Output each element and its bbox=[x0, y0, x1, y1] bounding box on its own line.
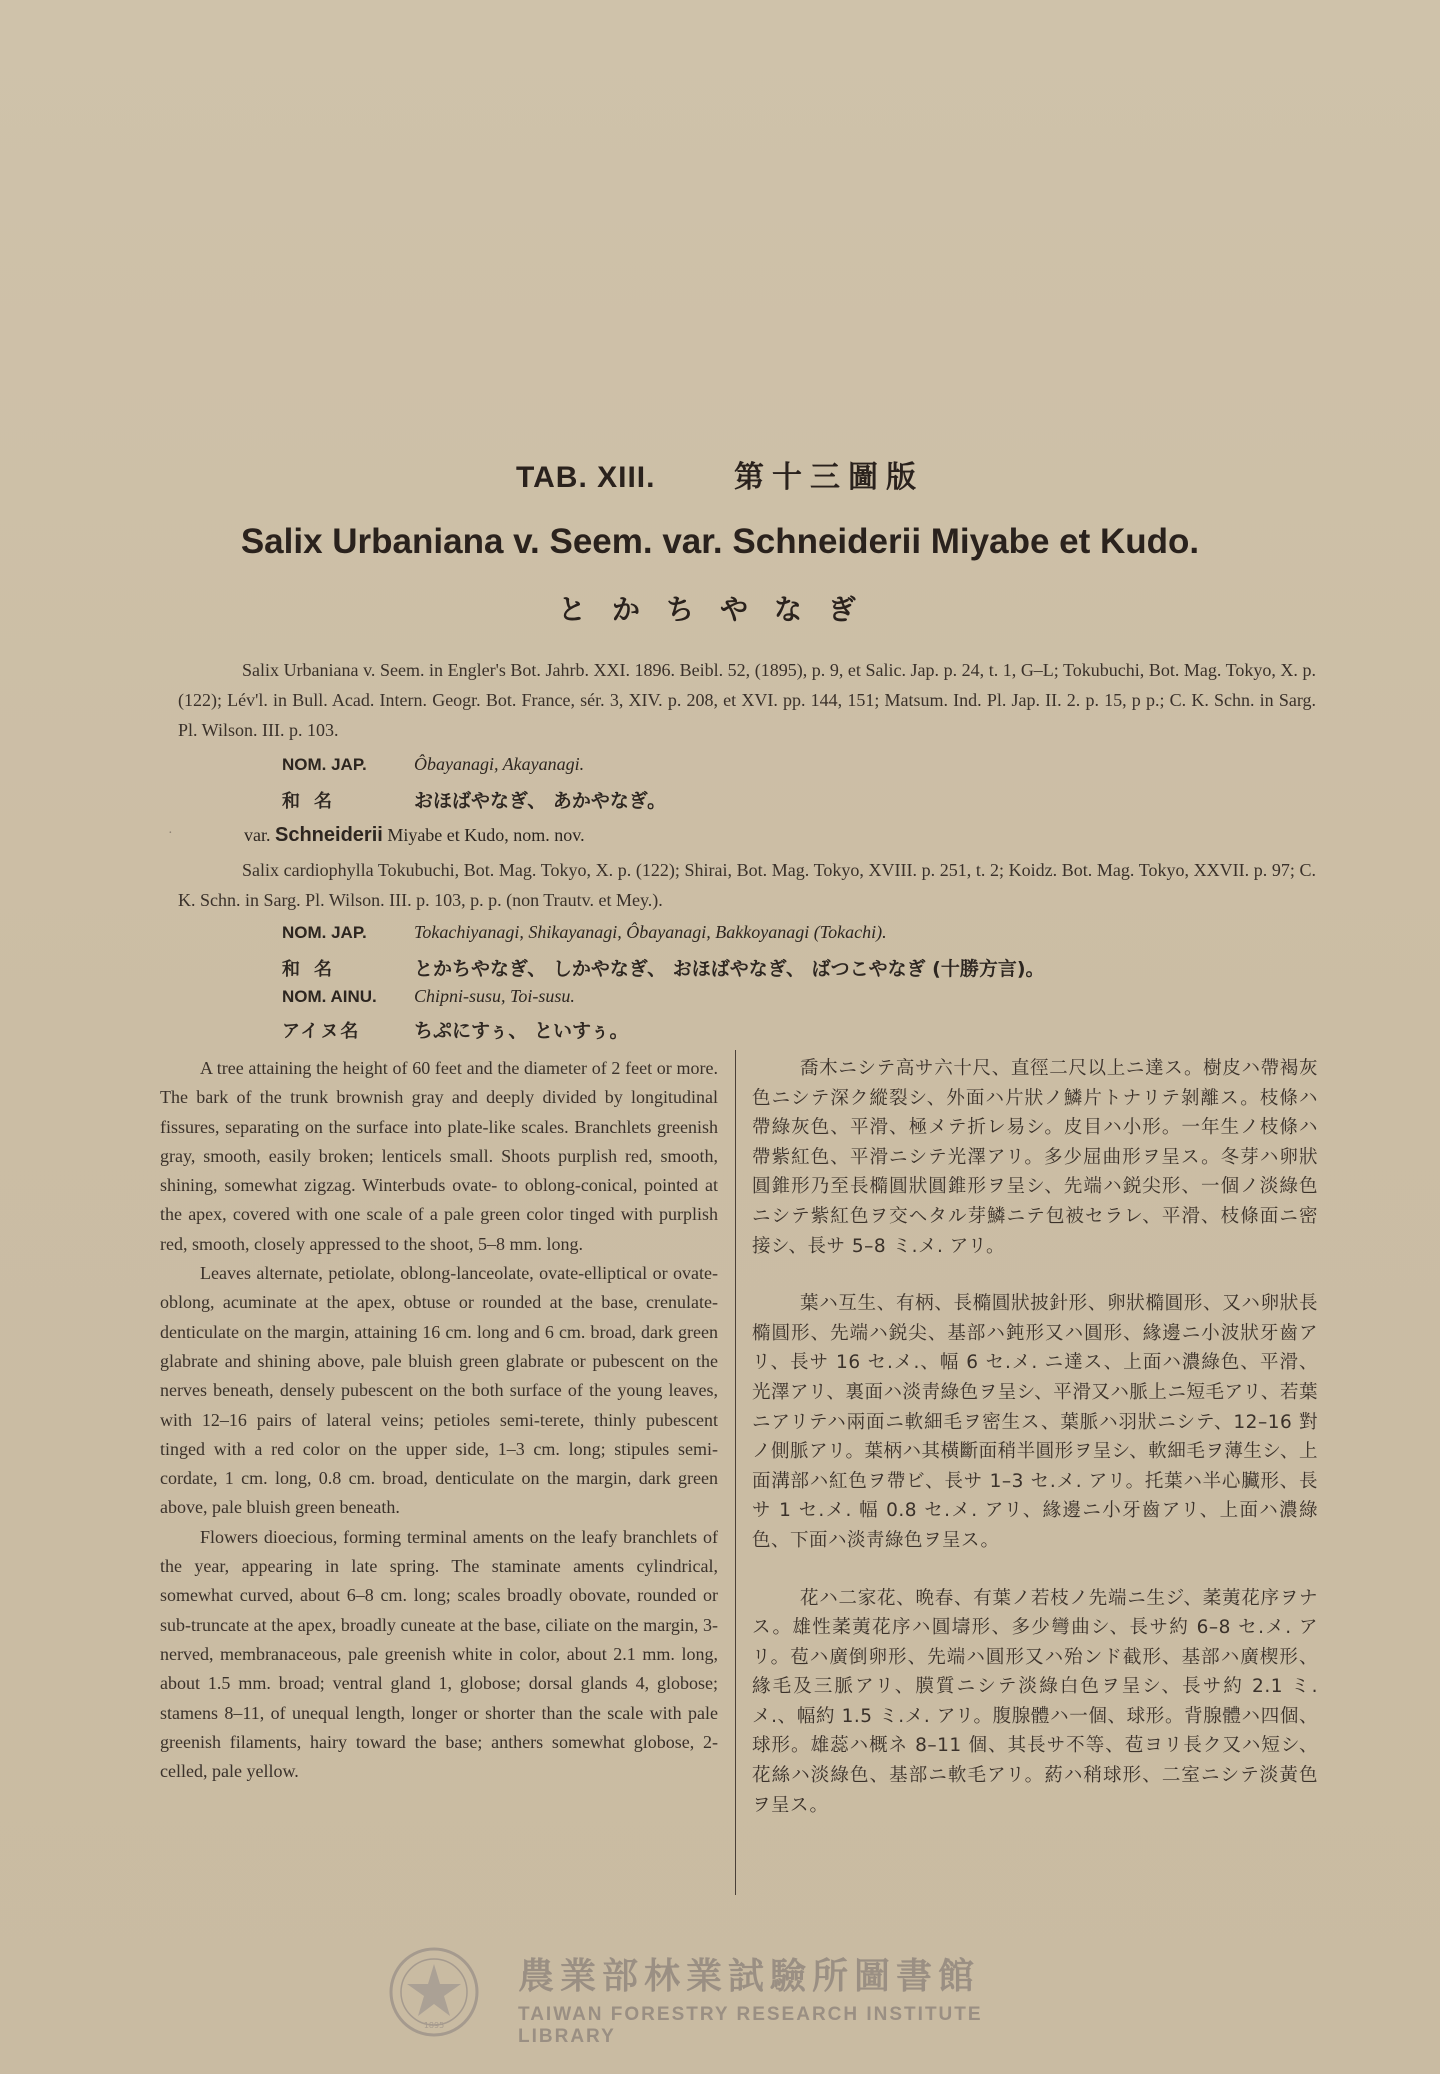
english-paragraph: Flowers dioecious, forming terminal aments on the leafy branchlets of the year, appearing in late spring. The staminate aments cylindrical, somewhat curved, about 6–8 cm. long; scales broadly obovate, rounded or sub-truncate at the apex, broadly cuneate at the base, ciliate on the margin, 3-nerved, membranaceous, pale greenish white in color, about 2.1 mm. long, about 1.5 mm. broad; ventral gland 1, globose; dorsal glands 4, globose; stamens 8–11, of unequal length, longer or shorter than the scale with pale greenish filaments, hairy toward the base; anthers somewhat globose, 2-celled, pale yellow. bbox=[160, 1526, 718, 1782]
english-description bbox=[160, 1054, 718, 1786]
nom-ainu-row bbox=[282, 986, 575, 1007]
library-seal-icon bbox=[388, 1946, 480, 2038]
var-authority: Miyabe et Kudo, nom. nov. bbox=[387, 825, 585, 845]
nom-jap-row-2 bbox=[282, 922, 887, 943]
column-divider bbox=[735, 1050, 736, 1895]
species-title: Salix Urbaniana v. Seem. var. Schneiderii Miyabe et Kudo. bbox=[240, 522, 1200, 561]
nom-jap-label: NOM. JAP. bbox=[282, 923, 367, 942]
japanese-description bbox=[752, 1054, 1318, 1848]
reference-block-1: Salix Urbaniana v. Seem. in Engler's Bot. Jahrb. XXI. 1896. Beibl. 52, (1895), p. 9, et Salic. Jap. p. 24, t. 1, G–L; Tokubuchi, Bot. Mag. Tokyo, X. p. (122); Lév'l. in Bull. Acad. Intern. Geogr. Bot. France, sér. 3, XIV. p. 208, et XVI. pp. 144, 151; Matsum. Ind. Pl. Jap. II. 2. p. 15, p p.; C. K. Schn. in Sarg. Pl. Wilson. III. p. 103. bbox=[178, 660, 1316, 740]
library-name-en: TAIWAN FORESTRY RESEARCH INSTITUTE LIBRARY bbox=[518, 2004, 983, 2047]
nom-ainu-label: NOM. AINU. bbox=[282, 987, 377, 1006]
wamei-row-2 bbox=[282, 954, 1045, 981]
wamei-label: 和名 bbox=[282, 791, 346, 812]
wamei-row-1 bbox=[282, 786, 666, 813]
plate-header bbox=[0, 452, 1440, 496]
nom-jap-label: NOM. JAP. bbox=[282, 755, 367, 774]
wamei-value: おほばやなぎ、 あかやなぎ。 bbox=[414, 790, 667, 812]
tab-number: TAB. XIII. bbox=[516, 461, 656, 494]
var-name: Schneiderii bbox=[275, 824, 383, 846]
japanese-paragraph: 葉ハ互生、有柄、長橢圓狀披針形、卵狀橢圓形、又ハ卵狀長橢圓形、先端ハ鋭尖、基部ハ鈍形又ハ圓形、緣邊ニ小波狀牙齒アリ、長サ 16 セ.メ.、幅 6 セ.メ. ニ達ス、上面ハ濃綠色、平滑、光澤アリ、裏面ハ淡靑綠色ヲ呈シ、平滑又ハ脈上ニ短毛アリ、若葉ニアリテハ兩面ニ軟細毛ヲ密生ス、葉脈ハ羽狀ニシテ、12–16 對ノ側脈アリ。葉柄ハ其橫斷面稍半圓形ヲ呈シ、軟細毛ヲ薄生シ、上面溝部ハ紅色ヲ帶ビ、長サ 1–3 セ.メ. アリ。托葉ハ半心臟形、長サ 1 セ.メ. 幅 0.8 セ.メ. アリ、緣邊ニ小牙齒アリ、上面ハ濃綠色、下面ハ淡靑綠色ヲ呈ス。 bbox=[752, 1293, 1318, 1551]
seal-year: 1895 bbox=[423, 2021, 445, 2030]
library-name-jp: 農業部林業試驗所圖書館 bbox=[518, 1956, 981, 1997]
reference-block-2: Salix cardiophylla Tokubuchi, Bot. Mag. Tokyo, X. p. (122); Shirai, Bot. Mag. Tokyo, XVIII. p. 251, t. 2; Koidz. Bot. Mag. Tokyo, XXVII. p. 97; C. K. Schn. in Sarg. Pl. Wilson. III. p. 103, p. p. (non Trautv. et Mey.). bbox=[178, 860, 1316, 910]
nom-jap-value: Tokachiyanagi, Shikayanagi, Ôbayanagi, Bakkoyanagi (Tokachi). bbox=[414, 922, 887, 942]
wamei-value: とかちやなぎ、 しかやなぎ、 おほばやなぎ、 ばつこやなぎ (十勝方言)。 bbox=[414, 958, 1045, 980]
kana-title: とかちやなぎ bbox=[557, 593, 882, 626]
wamei-label: 和名 bbox=[282, 959, 346, 980]
tab-number-jp: 第十三圖版 bbox=[733, 460, 924, 495]
library-watermark bbox=[388, 1946, 1068, 2047]
nom-jap-row-1 bbox=[282, 754, 584, 775]
nom-jap-value: Ôbayanagi, Akayanagi. bbox=[414, 754, 585, 774]
japanese-paragraph: 花ハ二家花、晩春、有葉ノ若枝ノ先端ニ生ジ、葇荑花序ヲナス。雄性葇荑花序ハ圓壔形、多少彎曲シ、長サ約 6–8 セ.メ. アリ。苞ハ廣倒卵形、先端ハ圓形又ハ殆ンド截形、基部ハ廣楔形、緣毛及三脈アリ、膜質ニシテ淡綠白色ヲ呈シ、長サ約 2.1 ミ.メ.、幅約 1.5 ミ.メ. アリ。腹腺體ハ一個、球形。背腺體ハ四個、球形。雄蕊ハ概ネ 8–11 個、其長サ不等、苞ヨリ長ク又ハ短シ、花絲ハ淡綠色、基部ニ軟毛アリ。葯ハ稍球形、二室ニシテ淡黃色ヲ呈ス。 bbox=[752, 1587, 1318, 1816]
english-paragraph: A tree attaining the height of 60 feet and the diameter of 2 feet or more. The bark of the trunk brownish gray and deeply divided by longitudinal fissures, separating on the surface into plate-like scales. Branchlets greenish gray, smooth, easily broken; lenticels small. Shoots purplish red, smooth, shining, somewhat zigzag. Winterbuds ovate- to oblong-conical, pointed at the apex, covered with one scale of a pale green color tinged with purplish red, smooth, closely appressed to the shoot, 5–8 mm. long. bbox=[160, 1058, 718, 1254]
japanese-paragraph: 喬木ニシテ高サ六十尺、直徑二尺以上ニ達ス。樹皮ハ帶褐灰色ニシテ深ク縱裂シ、外面ハ片狀ノ鱗片トナリテ剝離ス。枝條ハ帶綠灰色、平滑、極メテ折レ易シ。皮目ハ小形。一年生ノ枝條ハ帶紫紅色、平滑ニシテ光澤アリ。多少屈曲形ヲ呈ス。冬芽ハ卵狀圓錐形乃至長橢圓狀圓錐形ヲ呈シ、先端ハ鋭尖形、一個ノ淡綠色ニシテ紫紅色ヲ交ヘタル芽鱗ニテ包被セラレ、平滑、枝條面ニ密接シ、長サ 5–8 ミ.メ. アリ。 bbox=[752, 1058, 1318, 1257]
ainu-jp-value: ちぷにすぅ、 といすぅ。 bbox=[414, 1020, 629, 1042]
var-prefix: var. bbox=[244, 825, 271, 845]
english-paragraph: Leaves alternate, petiolate, oblong-lanceolate, ovate-elliptical or ovate-oblong, acuminate at the apex, obtuse or rounded at the base, crenulate-denticulate on the margin, attaining 16 cm. long and 6 cm. broad, dark green glabrate and shining above, pale bluish green glabrate or pubescent on the nerves beneath, densely pubescent on the both surface of the young leaves, with 12–16 pairs of lateral veins; petioles semi-terete, thinly pubescent tinged with a red color on the upper side, 1–3 cm. long; stipules semi-cordate, 1 cm. long, 0.8 cm. broad, denticulate on the margin, dark green above, pale bluish green beneath. bbox=[160, 1263, 718, 1518]
variety-line bbox=[244, 824, 585, 847]
nom-ainu-value: Chipni-susu, Toi-susu. bbox=[414, 986, 575, 1006]
tab-line bbox=[0, 452, 1440, 496]
ainu-jp-row bbox=[282, 1016, 628, 1043]
margin-mark: · bbox=[168, 826, 173, 841]
ainu-jp-label: アイヌ名 bbox=[282, 1021, 361, 1042]
